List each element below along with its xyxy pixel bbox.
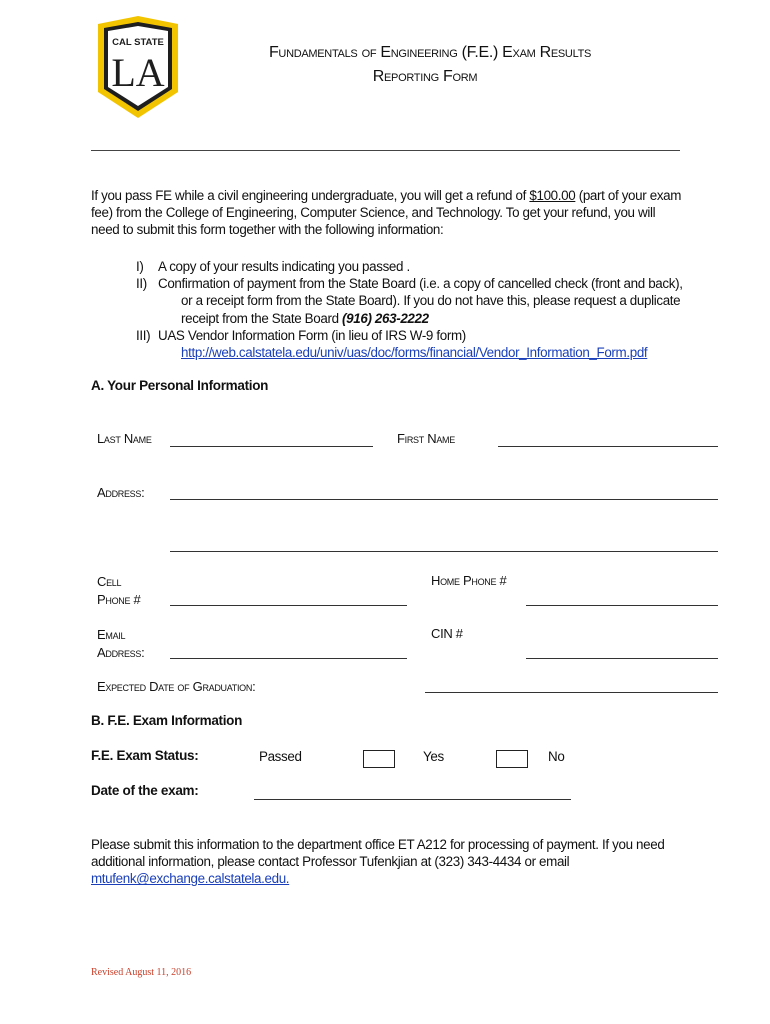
revision-date: Revised August 11, 2016 — [91, 967, 192, 978]
exam-date-field[interactable] — [254, 799, 571, 800]
title-rule — [91, 150, 680, 151]
home-phone-label: Home Phone # — [431, 573, 507, 588]
exam-status-label: F.E. Exam Status: — [91, 748, 199, 763]
vendor-form-link[interactable]: http://web.calstatela.edu/univ/uas/doc/forms/financial/Vendor_Information_Form.pdf — [181, 345, 648, 361]
address-label: Address: — [97, 485, 145, 500]
form-title-line2: Reporting Form — [372, 68, 478, 85]
closing-line2: additional information, please contact Professor Tufenkjian at (323) 343-4434 or email — [91, 854, 570, 870]
cin-label: CIN # — [431, 626, 463, 641]
home-phone-field[interactable] — [526, 605, 718, 606]
exam-date-label: Date of the exam: — [91, 783, 199, 798]
closing-line1: Please submit this information to the department office ET A212 for processing of payment. If you need — [91, 837, 665, 852]
email-field[interactable] — [170, 658, 407, 659]
requirement-marker: II) — [136, 276, 147, 292]
requirement-marker: I) — [136, 259, 144, 274]
requirement-2: II) Confirmation of payment from the State Board (i.e. a copy of cancelled check (front and back), or a receipt form from the State Board). If you do not have this, please request a duplicate receipt from the State Board (916) 263-2222 — [136, 276, 683, 326]
address-field-line2[interactable] — [170, 551, 718, 552]
intro-line1: If you pass FE while a civil engineering undergraduate, you will get a refund of $100.00 (part of your exam — [91, 188, 682, 203]
logo-line1: CAL STATE — [112, 37, 164, 48]
professor-email-link[interactable]: mtufenk@exchange.calstatela.edu. — [91, 871, 290, 887]
form-title-line1: Fundamentals of Engineering (F.E.) Exam Results — [268, 44, 592, 61]
cell-phone-field[interactable] — [170, 605, 407, 606]
section-b-heading: B. F.E. Exam Information — [91, 713, 243, 728]
requirement-1: I) A copy of your results indicating you passed . — [136, 259, 410, 274]
first-name-label: First Name — [397, 431, 455, 446]
section-a-heading: A. Your Personal Information — [91, 378, 269, 393]
requirements-list — [136, 258, 696, 361]
refund-amount: $100.00 — [529, 188, 576, 203]
logo-line2: LA — [111, 50, 165, 95]
last-name-field[interactable] — [170, 446, 373, 447]
yes-label: Yes — [423, 749, 444, 764]
first-name-field[interactable] — [498, 446, 718, 447]
requirement-marker: III) — [136, 327, 151, 343]
cin-field[interactable] — [526, 658, 718, 659]
state-board-phone: (916) 263-2222 — [342, 310, 429, 326]
cell-phone-label: Cell Phone # — [97, 574, 141, 607]
requirement-3: III) UAS Vendor Information Form (in lieu of IRS W-9 form) http://web.calstatela.edu/univ/uas/doc/forms/financial/Vendor_Information_Form.pdf — [136, 327, 648, 361]
graduation-field[interactable] — [425, 692, 718, 693]
graduation-label: Expected Date of Graduation: — [97, 679, 256, 694]
intro-paragraph — [91, 187, 691, 239]
no-label: No — [548, 749, 565, 764]
passed-no-checkbox[interactable] — [496, 750, 528, 768]
passed-label: Passed — [259, 749, 302, 764]
closing-paragraph — [91, 836, 711, 888]
last-name-label: Last Name — [97, 431, 152, 446]
intro-line3: need to submit this form together with the following information: — [91, 222, 444, 238]
address-field-line1[interactable] — [170, 499, 718, 500]
passed-yes-checkbox[interactable] — [363, 750, 395, 768]
email-label: Email Address: — [97, 627, 145, 660]
intro-line2: fee) from the College of Engineering, Computer Science, and Technology. To get your refund, you will — [91, 205, 656, 221]
